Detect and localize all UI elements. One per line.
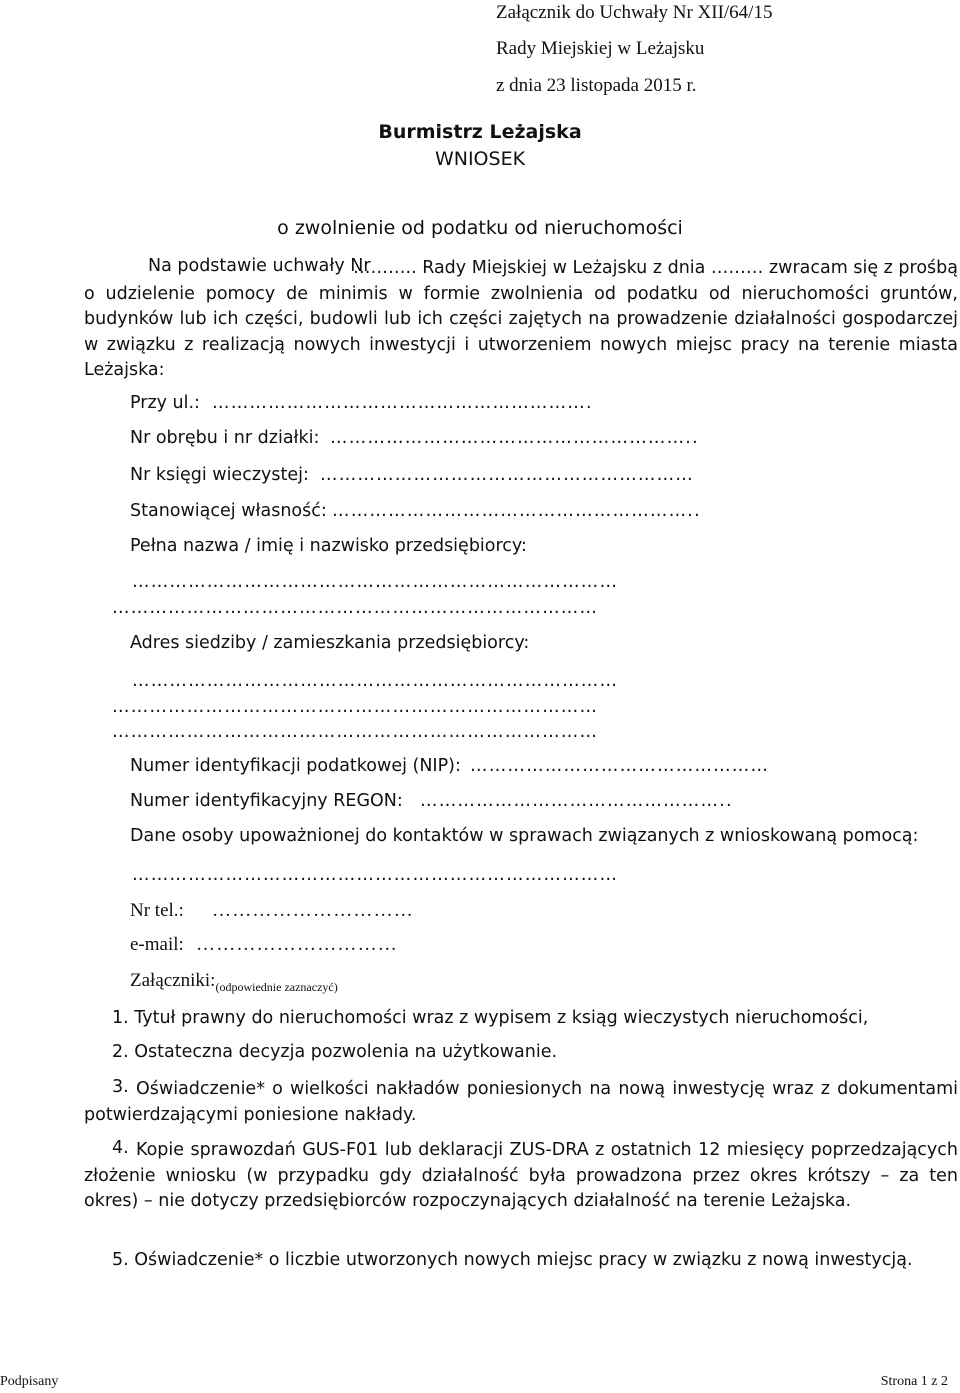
intro-paragraph: ……….. Rady Miejskiej w Leżajsku z dnia ……… zwracam się z prośbą o udzielenie pomocy de minimis w formie zwolnienia od podatku od nieruchomości gruntów, budynków lub ich części, budowli lub ich części zajętych na prowadzenie działalności gospodarczej w związku z realizacją nowych inwestycji i utworzeniem nowych miejsc pracy na terenie miasta Leżajska:	[84, 258, 958, 380]
nip-label: Numer identyfikacji podatkowej (NIP):	[130, 756, 461, 776]
address-line-1[interactable]: ……………………………………………………………………	[132, 671, 619, 691]
attachment-3-number: 3.	[112, 1077, 129, 1097]
header-line-3: z dnia 23 listopada 2015 r.	[496, 75, 697, 96]
plot-label: Nr obrębu i nr działki:	[130, 428, 320, 448]
regon-label: Numer identyfikacyjny REGON:	[130, 791, 403, 811]
footer-page-number: Strona 1 z 2	[880, 1374, 948, 1389]
email-input-line[interactable]: …………………………	[196, 934, 398, 955]
ownership-input-line[interactable]: …………………………………………………..	[332, 501, 701, 521]
addressee: Burmistrz Leżajska	[378, 121, 582, 143]
attachment-number: 1.	[112, 1008, 129, 1028]
street-label: Przy ul.:	[130, 393, 200, 413]
plot-input-line[interactable]: …………………………………………………..	[330, 428, 699, 448]
nip-input-line[interactable]: …………………………………………	[470, 756, 770, 776]
doc-subject: o zwolnienie od podatku od nieruchomości	[277, 217, 683, 239]
attachment-5	[112, 1250, 913, 1270]
header-line-1: Załącznik do Uchwały Nr XII/64/15	[496, 2, 773, 23]
address-line-2[interactable]: ……………………………………………………………………	[112, 697, 599, 717]
intro-lead: Na podstawie uchwały Nr	[148, 256, 371, 276]
attachment-1	[112, 1008, 868, 1028]
entrepreneur-name-label: Pełna nazwa / imię i nazwisko przedsiębiorcy:	[130, 536, 527, 556]
email-label: e-mail:	[130, 934, 184, 955]
contact-person-label: Dane osoby upoważnionej do kontaktów w sprawach związanych z wnioskowaną pomocą:	[130, 826, 919, 846]
entrepreneur-name-line-2[interactable]: ……………………………………………………………………	[112, 598, 599, 618]
doc-type: WNIOSEK	[434, 148, 526, 170]
attachment-number: 5.	[112, 1250, 129, 1270]
attachment-text: Tytuł prawny do nieruchomości wraz z wypisem z ksiąg wieczystych nieruchomości,	[134, 1008, 869, 1028]
attachment-number: 2.	[112, 1042, 129, 1062]
attachment-text: Oświadczenie* o liczbie utworzonych nowych miejsc pracy w związku z nową inwestycją.	[134, 1250, 913, 1270]
attachment-4-text: Kopie sprawozdań GUS-F01 lub deklaracji ZUS-DRA z ostatnich 12 miesięcy poprzedzających złożenie wniosku (w przypadku gdy działalność była prowadzona przez okres krótszy – za ten okres) – nie dotyczy przedsiębiorców rozpoczynających działalność na terenie Leżajska.	[84, 1140, 958, 1211]
land-register-label: Nr księgi wieczystej:	[130, 465, 309, 485]
street-input-line[interactable]: …………………………………………………….	[212, 393, 593, 413]
address-label: Adres siedziby / zamieszkania przedsiębiorcy:	[130, 633, 530, 653]
footer-signed: Podpisany	[0, 1374, 59, 1389]
attachments-label-text: Załączniki:	[130, 970, 216, 991]
ownership-label: Stanowiącej własność:	[130, 501, 327, 521]
land-register-input-line[interactable]: ……………………………………………………	[320, 465, 694, 485]
attachment-4-number: 4.	[112, 1138, 129, 1158]
phone-input-line[interactable]: …………………………	[212, 900, 414, 921]
address-line-3[interactable]: ……………………………………………………………………	[112, 722, 599, 742]
attachment-2	[112, 1042, 557, 1062]
attachments-note: (odpowiednie zaznaczyć)	[215, 980, 338, 994]
regon-input-line[interactable]: …………………………………………..	[420, 791, 733, 811]
attachments-label	[130, 970, 338, 992]
attachment-3-text: Oświadczenie* o wielkości nakładów poniesionych na nową inwestycję wraz z dokumentami potwierdzającymi poniesione nakłady.	[84, 1079, 958, 1125]
phone-label: Nr tel.:	[130, 900, 184, 921]
entrepreneur-name-line-1[interactable]: ……………………………………………………………………	[132, 572, 619, 592]
header-line-2: Rady Miejskiej w Leżajsku	[496, 38, 705, 59]
attachment-text: Ostateczna decyzja pozwolenia na użytkowanie.	[134, 1042, 558, 1062]
contact-person-input-line[interactable]: ……………………………………………………………………	[132, 865, 619, 885]
